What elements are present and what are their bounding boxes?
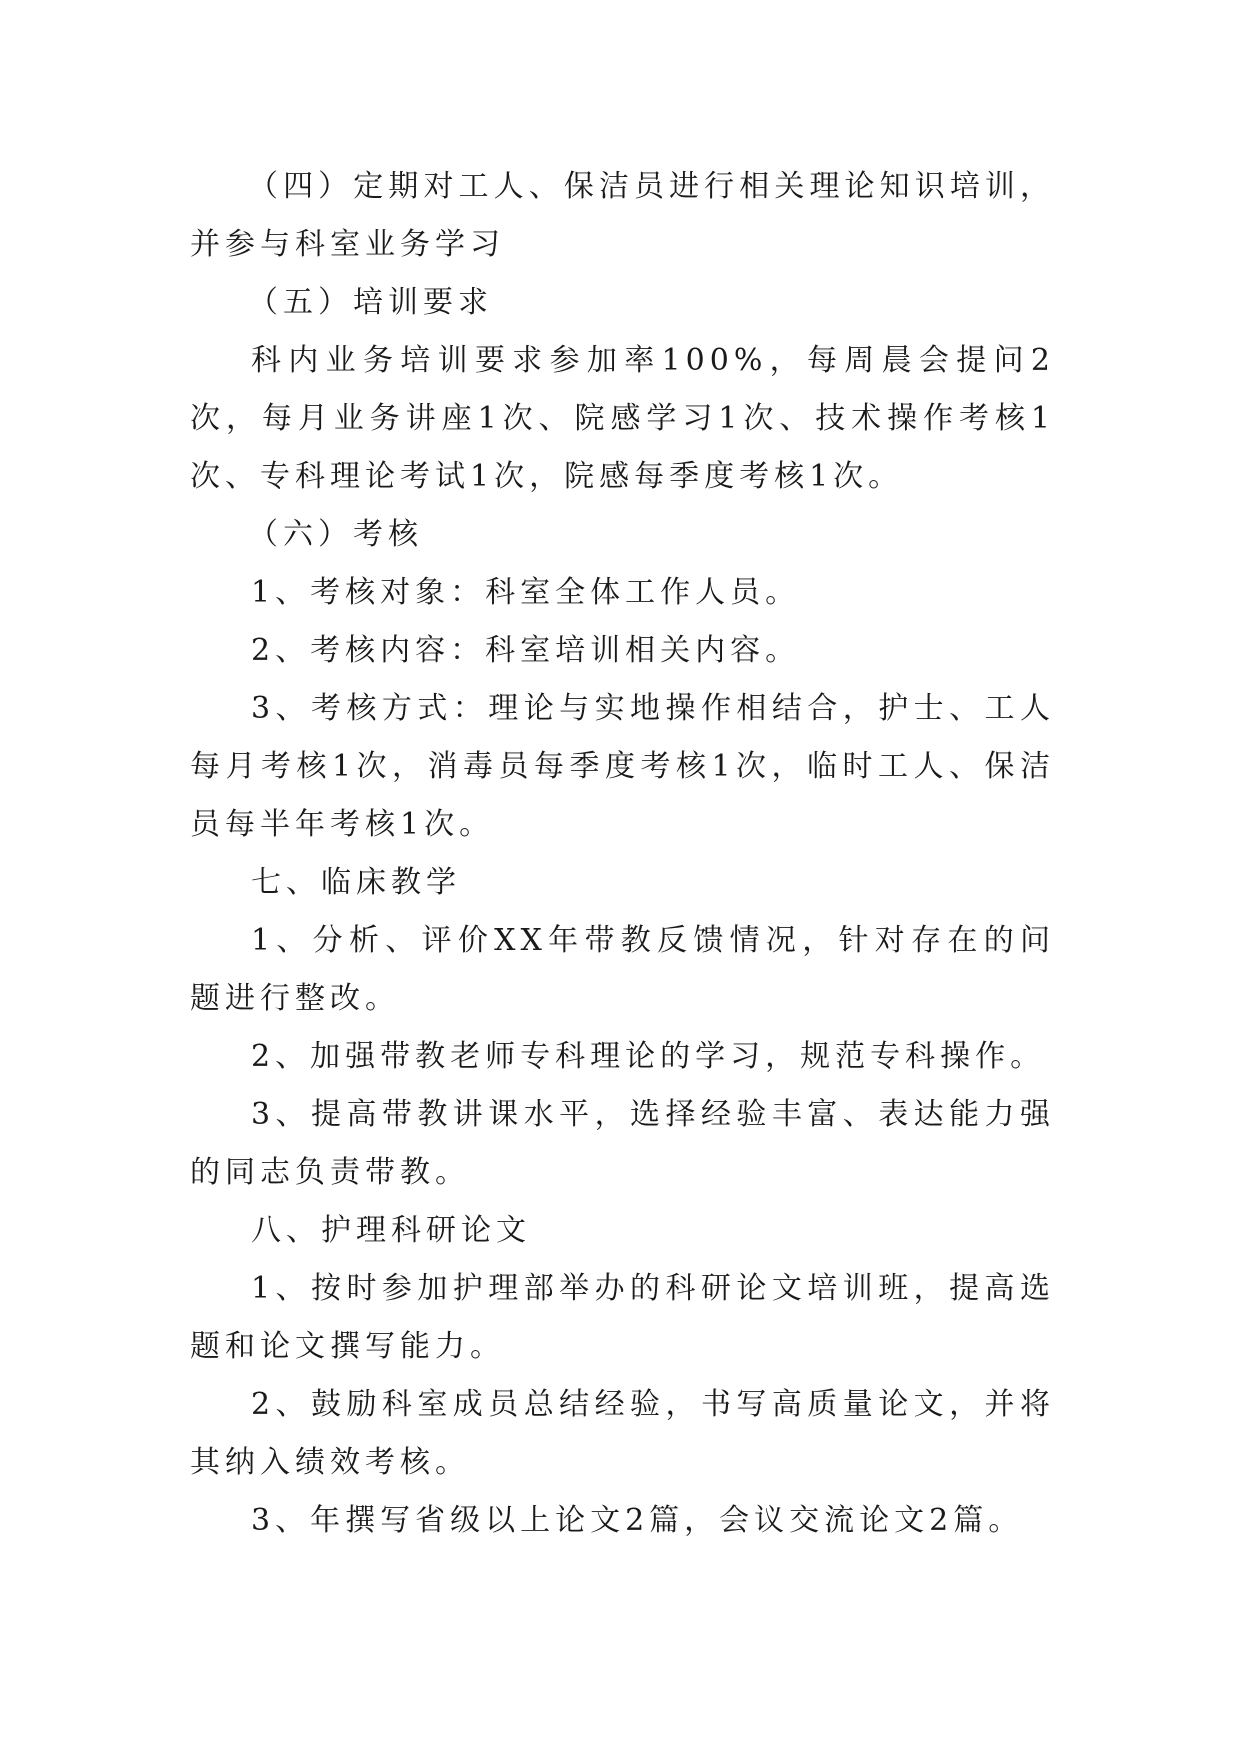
paragraph-training-workers: （四）定期对工人、保洁员进行相关理论知识培训，并参与科室业务学习 [190, 169, 1055, 262]
paragraph-training-requirements: 科内业务培训要求参加率100%，每周晨会提问2次，每月业务讲座1次、院感学习1次、技术操作考核1次、专科理论考试1次，院感每季度考核1次。 [190, 343, 1055, 494]
paragraph-teacher-training: 2、加强带教老师专科理论的学习，规范专科操作。 [251, 1039, 1046, 1074]
paragraph-annual-papers: 3、年撰写省级以上论文2篇，会议交流论文2篇。 [251, 1503, 1024, 1538]
paragraph-research-training: 1、按时参加护理部举办的科研论文培训班，提高选题和论文撰写能力。 [190, 1271, 1055, 1364]
section-heading-assessment: （六）考核 [248, 517, 423, 552]
section-heading-nursing-research: 八、护理科研论文 [251, 1213, 531, 1248]
document-body [190, 158, 1055, 1550]
paragraph-assessment-content: 2、考核内容：科室培训相关内容。 [251, 633, 801, 668]
paragraph-assessment-method: 3、考核方式：理论与实地操作相结合，护士、工人每月考核1次，消毒员每季度考核1次，临时工人、保洁员每半年考核1次。 [190, 691, 1055, 842]
section-heading-clinical-teaching: 七、临床教学 [251, 865, 461, 900]
section-heading-training-requirements: （五）培训要求 [248, 285, 493, 320]
paragraph-teaching-feedback: 1、分析、评价XX年带教反馈情况，针对存在的问题进行整改。 [190, 923, 1055, 1016]
paragraph-lecture-level: 3、提高带教讲课水平，选择经验丰富、表达能力强的同志负责带教。 [190, 1097, 1055, 1190]
paragraph-encourage-papers: 2、鼓励科室成员总结经验，书写高质量论文，并将其纳入绩效考核。 [190, 1387, 1055, 1480]
paragraph-assessment-targets: 1、考核对象：科室全体工作人员。 [251, 575, 801, 610]
